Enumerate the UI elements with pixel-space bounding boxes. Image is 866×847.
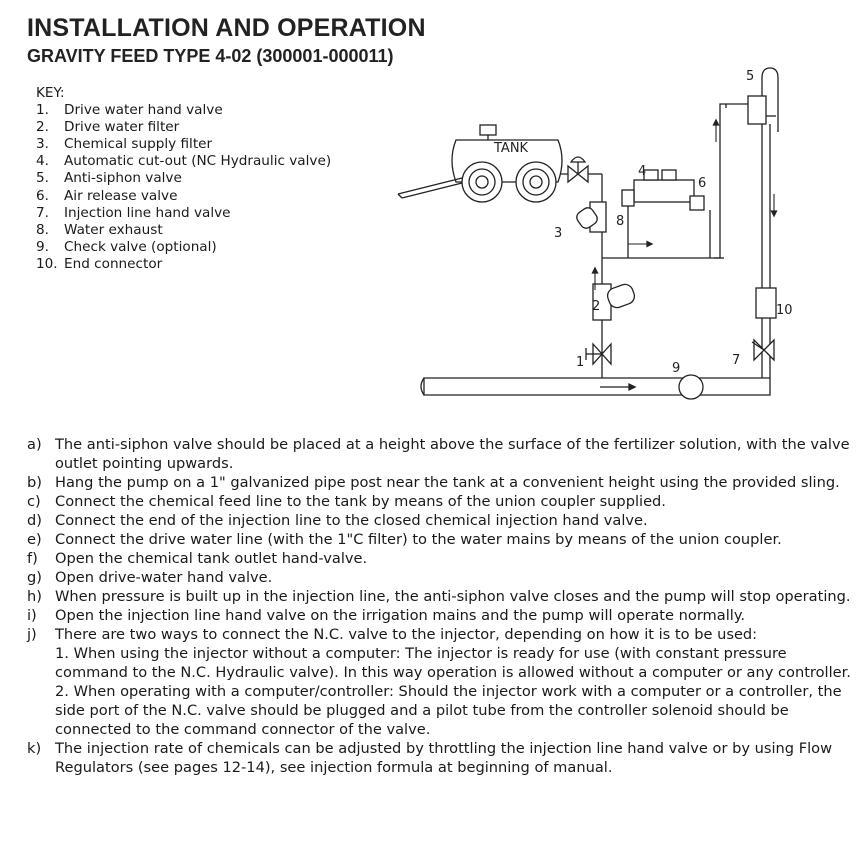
instruction-letter: c) — [27, 493, 41, 510]
instruction-item — [27, 549, 857, 568]
key-item — [36, 102, 331, 119]
key-list — [36, 102, 331, 273]
key-item-number: 9. — [36, 238, 49, 255]
flow-arrow-head — [593, 268, 598, 273]
instruction-text: Open the chemical tank outlet hand-valve. — [55, 550, 368, 567]
installation-diagram — [390, 62, 793, 407]
injection-line-hand-valve — [752, 340, 774, 360]
key-item — [36, 239, 331, 256]
callout-4: 4 — [638, 164, 647, 179]
callout-9: 9 — [672, 361, 681, 376]
instruction-item — [27, 606, 857, 625]
callout-6: 6 — [698, 176, 707, 191]
check-valve — [679, 375, 703, 399]
tank-outlet-valve — [560, 157, 602, 202]
instruction-item — [27, 473, 857, 492]
key-item-label: Check valve (optional) — [64, 238, 217, 255]
callout-2: 2 — [592, 299, 601, 314]
key-item-label: Drive water hand valve — [64, 102, 223, 119]
key-heading: KEY: — [36, 85, 65, 101]
key-legend — [36, 85, 331, 273]
instruction-letter: b) — [27, 474, 42, 491]
instruction-item — [27, 568, 857, 587]
instruction-item — [27, 492, 857, 511]
instruction-subitem: 2. When operating with a computer/controller: Should the injector work with a computer or a controller, the side port of the N.C. valve should be plugged and a pilot tube from the controller solenoid should be connected to the command connector of the valve. — [55, 683, 842, 738]
key-item-label: Anti-siphon valve — [64, 170, 182, 187]
instruction-letter: h) — [27, 588, 42, 605]
key-item-number: 5. — [36, 170, 49, 187]
instruction-text: Hang the pump on a 1" galvanized pipe post near the tank at a convenient height using the provided sling. — [55, 474, 840, 491]
instruction-item — [27, 587, 857, 606]
tank-label: TANK — [494, 141, 529, 156]
instruction-letter: d) — [27, 512, 42, 529]
flow-arrow-head — [647, 242, 652, 247]
flow-arrow-head — [714, 120, 719, 125]
instruction-letter: j) — [27, 626, 37, 643]
tank — [398, 125, 562, 202]
instruction-text: Connect the chemical feed line to the tank by means of the union coupler supplied. — [55, 493, 666, 510]
instruction-subitem: 1. When using the injector without a computer: The injector is ready for use (with constant pressure command to the N.C. Hydraulic valve). In this way operation is allowed without a computer or any controller. — [55, 645, 851, 681]
key-item-number: 4. — [36, 153, 49, 170]
callout-5: 5 — [746, 69, 755, 84]
key-item — [36, 222, 331, 239]
instruction-item — [27, 511, 857, 530]
key-item — [36, 256, 331, 273]
injection-descent-line — [756, 124, 776, 378]
instruction-text: The anti-siphon valve should be placed at a height above the surface of the fertilizer solution, with the valve outlet pointing upwards. — [55, 436, 850, 472]
instruction-item — [27, 625, 857, 739]
instruction-text: Connect the drive water line (with the 1"C filter) to the water mains by means of the union coupler. — [55, 531, 782, 548]
instruction-text: There are two ways to connect the N.C. valve to the injector, depending on how it is to be used: — [55, 626, 758, 643]
key-item — [36, 119, 331, 136]
instruction-letter: e) — [27, 531, 42, 548]
callout-3: 3 — [554, 226, 563, 241]
key-item-label: Water exhaust — [64, 221, 163, 238]
instruction-text: The injection rate of chemicals can be adjusted by throttling the injection line hand valve or by using Flow Regulators (see pages 12-14), see injection formula at beginning of manual. — [55, 740, 833, 776]
drive-water-hand-valve — [586, 344, 611, 364]
key-item-label: Chemical supply filter — [64, 136, 213, 153]
instruction-letter: f) — [27, 550, 38, 567]
key-item-number: 6. — [36, 187, 49, 204]
key-item — [36, 205, 331, 222]
instruction-item — [27, 739, 857, 777]
instruction-letter: a) — [27, 436, 42, 453]
key-item — [36, 170, 331, 187]
instruction-text: Connect the end of the injection line to the closed chemical injection hand valve. — [55, 512, 648, 529]
instruction-text-block — [55, 625, 857, 739]
key-item-number: 2. — [36, 119, 49, 136]
callout-7: 7 — [732, 353, 741, 368]
flow-arrow-head — [772, 211, 777, 216]
key-item-label: End connector — [64, 255, 163, 272]
key-item-number: 10. — [36, 255, 58, 272]
instructions-list — [27, 435, 857, 777]
key-item-label: Air release valve — [64, 187, 178, 204]
instruction-letter: k) — [27, 740, 42, 757]
key-item-number: 1. — [36, 102, 49, 119]
instruction-text: Open drive-water hand valve. — [55, 569, 273, 586]
page-title: INSTALLATION AND OPERATION — [27, 14, 426, 42]
drive-water-filter — [593, 258, 637, 378]
key-item-label: Drive water filter — [64, 119, 180, 136]
callout-1: 1 — [576, 355, 585, 370]
irrigation-main-pipe — [421, 378, 770, 395]
key-item-label: Injection line hand valve — [64, 204, 231, 221]
key-item — [36, 188, 331, 205]
instruction-text: Open the injection line hand valve on the irrigation mains and the pump will operate normally. — [55, 607, 746, 624]
page-subtitle: GRAVITY FEED TYPE 4-02 (300001-000011) — [27, 46, 394, 66]
instruction-item — [27, 530, 857, 549]
instruction-letter: i) — [27, 607, 37, 624]
key-item — [36, 153, 331, 170]
key-item-label: Automatic cut-out (NC Hydraulic valve) — [64, 153, 332, 170]
key-item-number: 7. — [36, 204, 49, 221]
instruction-text: When pressure is built up in the injection line, the anti-siphon valve closes and the pump will stop operating. — [55, 588, 851, 605]
key-item-number: 8. — [36, 221, 49, 238]
key-item-number: 3. — [36, 136, 49, 153]
callout-8: 8 — [616, 214, 625, 229]
key-item — [36, 136, 331, 153]
chemical-supply-filter — [574, 202, 606, 232]
instruction-item — [27, 435, 857, 473]
callout-10: 10 — [776, 303, 793, 318]
instruction-letter: g) — [27, 569, 42, 586]
